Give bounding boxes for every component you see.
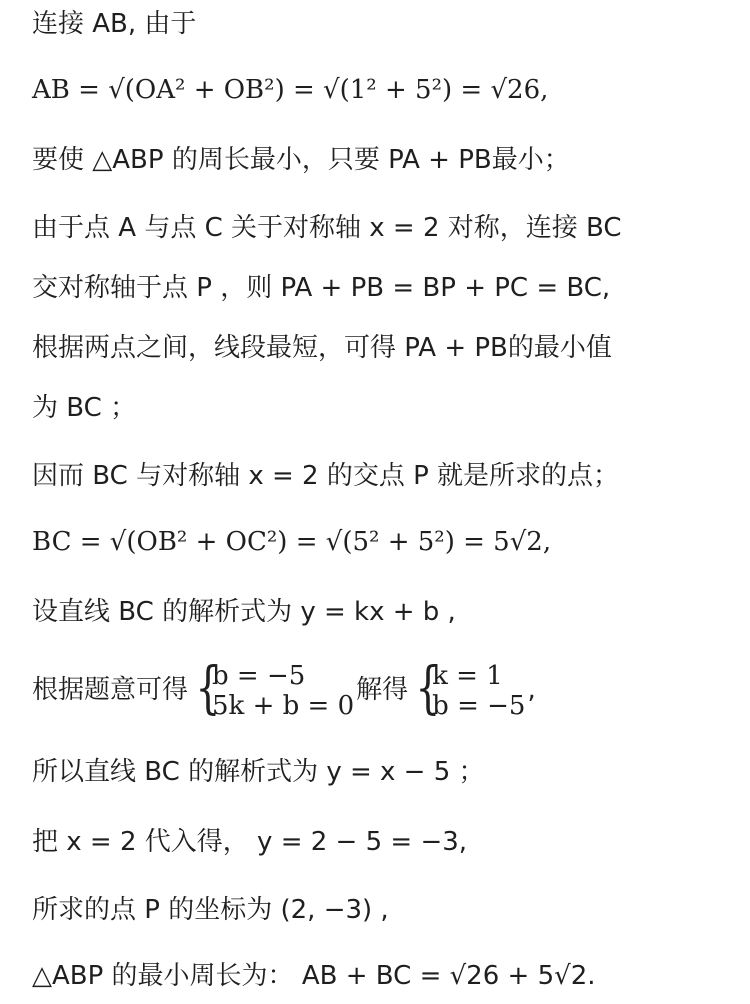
equation-system-2: [410, 655, 526, 721]
line-1: [32, 4, 736, 44]
equation-system-1: [190, 655, 355, 721]
line-5-text: 交对称轴于点 P ，则 PA + PB = BP + PC = BC,: [32, 273, 611, 303]
left-brace-icon: {: [195, 655, 221, 721]
line-9: [32, 522, 736, 562]
line-15-text: △ABP 的最小周长为： AB + BC = √26 + 5√2.: [32, 961, 596, 991]
system-1-eq-1: b = −5: [212, 660, 306, 691]
system-2-eq-1: k = 1: [432, 660, 503, 691]
line-11-mid: 解得: [356, 675, 409, 705]
line-9-text: BC = √(OB² + OC²) = √(5² + 5²) = 5√2,: [32, 527, 552, 557]
line-15: [32, 956, 736, 996]
line-2-text: AB = √(OA² + OB²) = √(1² + 5²) = √26,: [32, 75, 549, 105]
line-2: [32, 70, 736, 110]
line-11-suffix: ,: [527, 675, 536, 705]
line-4: [32, 208, 736, 248]
line-11-prefix: 根据题意可得: [32, 675, 189, 705]
line-3: [32, 140, 736, 180]
line-10-text: 设直线 BC 的解析式为 y = kx + b ,: [32, 597, 456, 627]
line-12-text: 所以直线 BC 的解析式为 y = x − 5 ；: [32, 757, 485, 787]
line-6-text: 根据两点之间，线段最短，可得 PA + PB的最小值: [32, 333, 612, 363]
line-8-text: 因而 BC 与对称轴 x = 2 的交点 P 就是所求的点；: [32, 461, 620, 491]
line-4-text: 由于点 A 与点 C 关于对称轴 x = 2 对称，连接 BC: [32, 213, 622, 243]
left-brace-icon: {: [415, 655, 441, 721]
system-1-eq-2: 5k + b = 0: [212, 690, 355, 721]
line-14-text: 所求的点 P 的坐标为 (2, −3) ,: [32, 895, 389, 925]
line-13: [32, 822, 736, 862]
line-11: [32, 652, 736, 728]
line-13-text: 把 x = 2 代入得， y = 2 − 5 = −3,: [32, 827, 468, 857]
line-5: [32, 268, 736, 308]
system-2-eq-2: b = −5: [432, 690, 526, 721]
line-8: [32, 456, 736, 496]
line-7-text: 为 BC ；: [32, 393, 137, 423]
line-7: [32, 388, 736, 428]
line-14: [32, 890, 736, 930]
line-3-text: 要使 △ABP 的周长最小，只要 PA + PB最小；: [32, 145, 570, 175]
line-12: [32, 752, 736, 792]
line-1-text: 连接 AB, 由于: [32, 9, 197, 39]
line-6: [32, 328, 736, 368]
line-10: [32, 592, 736, 632]
